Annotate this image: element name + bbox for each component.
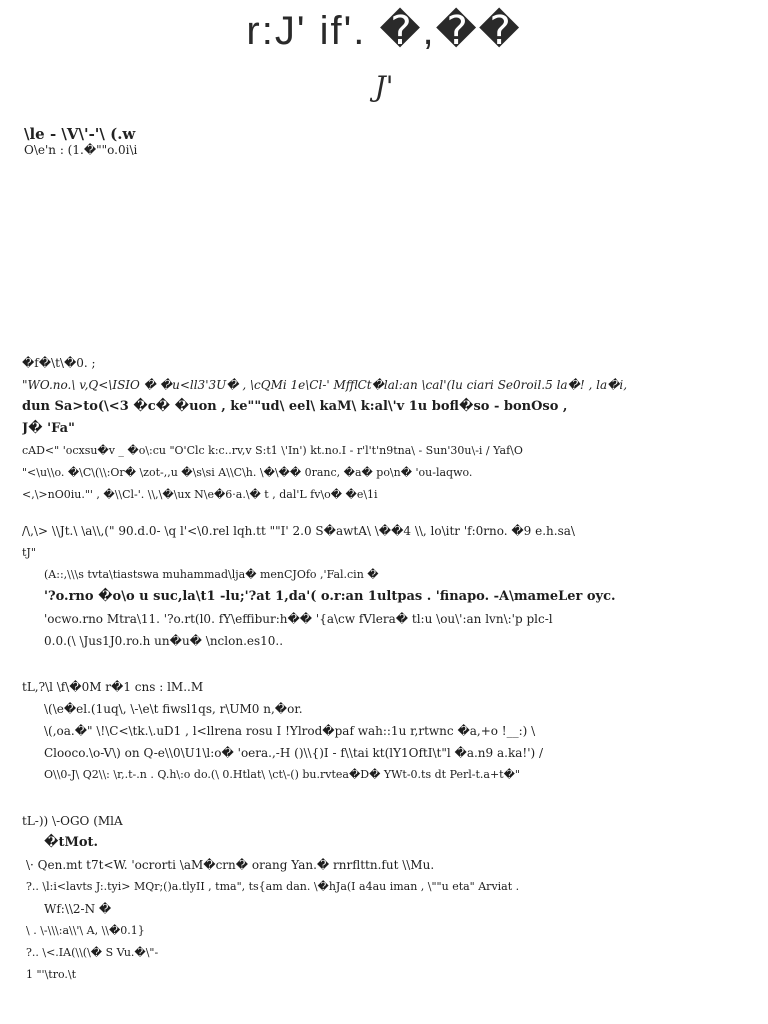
text-line: �f�\t\�0. ; [22,356,96,370]
text-line: "<\u\\o. �\C\(\\:Or� \zot-,,u �\s\si A\\C\h. \�\�� 0ranc, �a� po\n� 'ou-laqwo. [22,466,473,479]
section-1 [22,352,752,506]
text-line: <,\>nO0iu."' , �\\Cl-'. \\,\�\ux N\e�6·a.\� t , dal'L fv\o� �e\1i [22,488,378,501]
text-line: 0.0.(\ \Jus1J0.ro.h un�u� \nclon.es10.. [44,634,284,648]
text-line: Clooco.\o-V\) on Q-e\\0\U1\l:o� 'oera.,-H ()\\{)I - f\\tai kt(lY1OftI\t"l �a.n9 a.ka!') / [44,746,544,760]
text-line: \ . \-\\\:a\\'\ A, \\�0.1} [26,924,145,937]
text-line: dun Sa>to(\<3 �c� �uon , ke""ud\ eel\ kaM\ k:al\'v 1u bofl�so - bonOso , [22,399,568,414]
section-4 [22,810,752,986]
text-line: (A::,\\\s tvta\tiastswa muhammad\lja� menCJOfo ,'Fal.cin � [44,568,379,581]
section-2 [22,520,752,652]
text-line: ?.. \l:i<lavts J:.tyi> MQr;()a.tlyII , tma", ts{am dan. \�hJa(I a4au iman , \""u eta" Arviat . [26,880,520,893]
header-line-2: O\e'n : (1.�""o.0i\i [24,143,138,157]
text-line: 1 "'\tro.\t [26,968,77,981]
text-line: /\,\> \\Jt.\ \a\\,(" 90.d.0- \q l'<\0.rel lqh.tt ""I' 2.0 S�awtA\ \��4 \\, lo\itr 'f:0rno. �9 e.h.sa\ [22,524,575,538]
text-line: "WO.no.\ v,Q<\ISIO � �u<ll3'3U� , \cQMi 1e\Cl-' MfflCt�lal:an \cal'(lu ciari Se0roil.5 la�! , la�i, [22,378,628,392]
header-line-1: \le - \V\'-'\ (.w [24,125,136,143]
text-line: \· Qen.mt t7t<W. 'ocrorti \aM�crn� orang Yan.� rnrflttn.fut \\Mu. [26,858,435,872]
text-line: tJ" [22,546,36,559]
text-line: '?o.rno �o\o u suc,la\t1 -lu;'?at 1,da'( o.r:an 1ultpas . 'finapo. -A\mameLer oyc. [44,589,616,604]
text-line: cAD<" 'ocxsu�v _ �o\:cu "O'Clc k:c..rv,v S:t1 \'In') kt.no.I - r'l't'n9tna\ - Sun'30u\-i / Yaf\O [22,444,523,457]
text-line: \(\e�el.(1uq\, \-\e\t fiwsl1qs, r\UM0 n,�or. [44,702,303,716]
text-line: tL,?\l \f\�0M r�1 cns : lM..M [22,680,204,694]
page-title: r:J' if'. �,�� [246,9,522,53]
text-line: tL-)) \-OGO (MlA [22,814,123,828]
text-line: J� 'Fa" [22,421,75,436]
text-line: ?.. \<.IA(\\(\� S Vu.�\"- [26,946,159,959]
text-line: Wf:\\2-N � [44,902,112,916]
text-line: �tMot. [44,835,99,850]
text-line: 'ocwo.rno Mtra\11. '?o.rt(l0. fY\effibur:h�� '{a\cw fVlera� tl:u \ou\':an lvn\:'p plc-l [44,612,553,626]
section-3 [22,676,752,786]
text-line: O\\0-J\ Q2\\: \r,.t-.n . Q.h\:o do.(\ 0.Htlat\ \ct\-() bu.rvtea�D� YWt-0.ts dt Perl-t.a+t�" [44,768,520,781]
page-subtitle: J' [374,70,394,103]
text-line: \(,oa.�" \!\C<\tk.\.uD1 , l<llrena rosu I !Ylrod�paf wah::1u r,rtwnc �a,+o !__:) \ [44,724,536,738]
header-block [24,126,137,158]
